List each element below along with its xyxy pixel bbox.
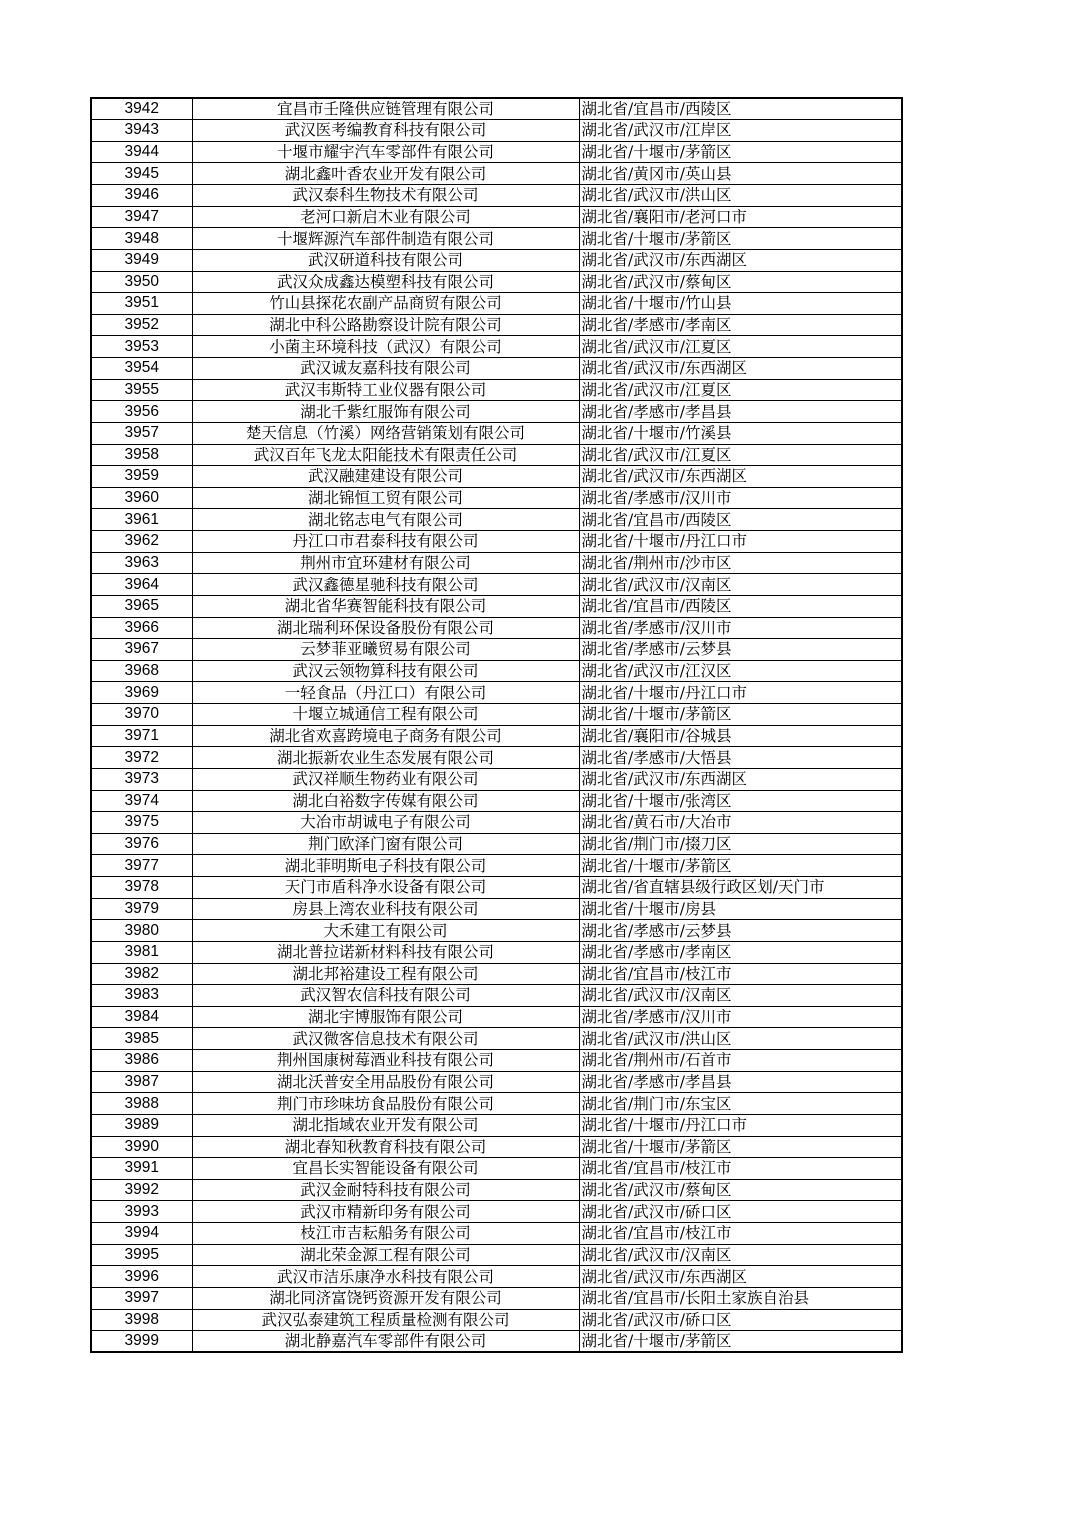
table-row [91,336,902,358]
company-name-cell: 湖北省华赛智能科技有限公司 [192,595,579,617]
row-number-cell: 3942 [91,98,192,120]
region-cell: 湖北省/十堰市/茅箭区 [579,228,902,250]
table-row [91,98,902,120]
row-number-cell: 3943 [91,120,192,142]
row-number-cell: 3985 [91,1028,192,1050]
row-number-cell: 3987 [91,1071,192,1093]
region-cell: 湖北省/武汉市/洪山区 [579,185,902,207]
table-row [91,595,902,617]
company-name-cell: 大冶市胡诚电子有限公司 [192,812,579,834]
region-cell: 湖北省/孝感市/汉川市 [579,617,902,639]
row-number-cell: 3948 [91,228,192,250]
company-name-cell: 湖北荣金源工程有限公司 [192,1244,579,1266]
region-cell: 湖北省/宜昌市/枝江市 [579,1158,902,1180]
region-cell: 湖北省/孝感市/孝昌县 [579,401,902,423]
region-cell: 湖北省/孝感市/云梦县 [579,639,902,661]
region-cell: 湖北省/孝感市/汉川市 [579,1006,902,1028]
company-name-cell: 十堰辉源汽车部件制造有限公司 [192,228,579,250]
table-row [91,249,902,271]
region-cell: 湖北省/十堰市/张湾区 [579,790,902,812]
company-name-cell: 武汉祥顺生物药业有限公司 [192,768,579,790]
table-row [91,422,902,444]
company-name-cell: 湖北普拉诺新材料科技有限公司 [192,941,579,963]
company-name-cell: 湖北鑫叶香农业开发有限公司 [192,163,579,185]
row-number-cell: 3984 [91,1006,192,1028]
company-name-cell: 湖北千紫红服饰有限公司 [192,401,579,423]
row-number-cell: 3966 [91,617,192,639]
table-row [91,682,902,704]
company-name-cell: 湖北锦恒工贸有限公司 [192,487,579,509]
region-cell: 湖北省/襄阳市/老河口市 [579,206,902,228]
region-cell: 湖北省/黄石市/大冶市 [579,812,902,834]
region-cell: 湖北省/省直辖县级行政区划/天门市 [579,877,902,899]
table-row [91,1114,902,1136]
row-number-cell: 3988 [91,1093,192,1115]
company-name-cell: 湖北振新农业生态发展有限公司 [192,747,579,769]
company-name-cell: 荆州市宜环建材有限公司 [192,552,579,574]
company-name-cell: 丹江口市君泰科技有限公司 [192,531,579,553]
region-cell: 湖北省/武汉市/硚口区 [579,1201,902,1223]
row-number-cell: 3958 [91,444,192,466]
table-body [91,98,902,1352]
row-number-cell: 3989 [91,1114,192,1136]
table-row [91,920,902,942]
table-row [91,379,902,401]
row-number-cell: 3961 [91,509,192,531]
region-cell: 湖北省/孝感市/云梦县 [579,920,902,942]
region-cell: 湖北省/武汉市/汉南区 [579,985,902,1007]
row-number-cell: 3972 [91,747,192,769]
company-name-cell: 房县上湾农业科技有限公司 [192,898,579,920]
region-cell: 湖北省/武汉市/东西湖区 [579,358,902,380]
table-row [91,1093,902,1115]
region-cell: 湖北省/武汉市/东西湖区 [579,768,902,790]
table-row [91,487,902,509]
company-name-cell: 武汉融建建设有限公司 [192,466,579,488]
row-number-cell: 3945 [91,163,192,185]
company-name-cell: 竹山县探花农副产品商贸有限公司 [192,293,579,315]
table-row [91,963,902,985]
company-name-cell: 荆州国康树莓酒业科技有限公司 [192,1050,579,1072]
company-name-cell: 一轻食品（丹江口）有限公司 [192,682,579,704]
row-number-cell: 3946 [91,185,192,207]
company-name-cell: 荆门欧泽门窗有限公司 [192,833,579,855]
region-cell: 湖北省/十堰市/竹山县 [579,293,902,315]
table-row [91,293,902,315]
company-name-cell: 枝江市吉耘船务有限公司 [192,1223,579,1245]
region-cell: 湖北省/十堰市/竹溪县 [579,422,902,444]
table-row [91,985,902,1007]
row-number-cell: 3994 [91,1223,192,1245]
row-number-cell: 3954 [91,358,192,380]
table-row [91,509,902,531]
row-number-cell: 3965 [91,595,192,617]
company-name-cell: 武汉百年飞龙太阳能技术有限责任公司 [192,444,579,466]
company-name-cell: 天门市盾科净水设备有限公司 [192,877,579,899]
company-name-cell: 武汉众成鑫达模塑科技有限公司 [192,271,579,293]
row-number-cell: 3983 [91,985,192,1007]
region-cell: 湖北省/十堰市/茅箭区 [579,141,902,163]
region-cell: 湖北省/孝感市/汉川市 [579,487,902,509]
region-cell: 湖北省/武汉市/江夏区 [579,444,902,466]
table-row [91,941,902,963]
company-name-cell: 大禾建工有限公司 [192,920,579,942]
row-number-cell: 3956 [91,401,192,423]
region-cell: 湖北省/武汉市/江夏区 [579,336,902,358]
region-cell: 湖北省/武汉市/汉南区 [579,1244,902,1266]
table-row [91,833,902,855]
row-number-cell: 3968 [91,660,192,682]
region-cell: 湖北省/宜昌市/西陵区 [579,595,902,617]
table-row [91,1006,902,1028]
company-name-cell: 湖北静嘉汽车零部件有限公司 [192,1331,579,1353]
company-name-cell: 湖北中科公路勘察设计院有限公司 [192,314,579,336]
row-number-cell: 3951 [91,293,192,315]
region-cell: 湖北省/襄阳市/谷城县 [579,725,902,747]
region-cell: 湖北省/武汉市/硚口区 [579,1309,902,1331]
company-name-cell: 武汉鑫德星驰科技有限公司 [192,574,579,596]
table-row [91,1331,902,1353]
table-row [91,141,902,163]
region-cell: 湖北省/武汉市/江汉区 [579,660,902,682]
row-number-cell: 3979 [91,898,192,920]
table-row [91,747,902,769]
company-name-cell: 湖北同济富饶钙资源开发有限公司 [192,1287,579,1309]
table-row [91,552,902,574]
company-name-cell: 武汉弘泰建筑工程质量检测有限公司 [192,1309,579,1331]
row-number-cell: 3986 [91,1050,192,1072]
region-cell: 湖北省/十堰市/茅箭区 [579,855,902,877]
company-name-cell: 湖北菲明斯电子科技有限公司 [192,855,579,877]
table-row [91,206,902,228]
company-name-cell: 武汉微客信息技术有限公司 [192,1028,579,1050]
region-cell: 湖北省/武汉市/江岸区 [579,120,902,142]
table-row [91,1309,902,1331]
row-number-cell: 3967 [91,639,192,661]
company-name-cell: 武汉泰科生物技术有限公司 [192,185,579,207]
region-cell: 湖北省/武汉市/洪山区 [579,1028,902,1050]
table-row [91,1287,902,1309]
company-name-cell: 武汉研道科技有限公司 [192,249,579,271]
company-name-cell: 湖北铭志电气有限公司 [192,509,579,531]
company-name-cell: 湖北春知秋教育科技有限公司 [192,1136,579,1158]
row-number-cell: 3962 [91,531,192,553]
table-row [91,185,902,207]
row-number-cell: 3976 [91,833,192,855]
company-name-cell: 武汉诚友嘉科技有限公司 [192,358,579,380]
region-cell: 湖北省/武汉市/江夏区 [579,379,902,401]
table-row [91,271,902,293]
row-number-cell: 3949 [91,249,192,271]
table-row [91,1028,902,1050]
region-cell: 湖北省/孝感市/孝南区 [579,941,902,963]
table-row [91,1050,902,1072]
row-number-cell: 3980 [91,920,192,942]
region-cell: 湖北省/孝感市/孝南区 [579,314,902,336]
region-cell: 湖北省/十堰市/茅箭区 [579,704,902,726]
region-cell: 湖北省/十堰市/丹江口市 [579,531,902,553]
table-row [91,617,902,639]
table-row [91,163,902,185]
company-name-cell: 湖北宇博服饰有限公司 [192,1006,579,1028]
table-row [91,660,902,682]
row-number-cell: 3982 [91,963,192,985]
region-cell: 湖北省/武汉市/东西湖区 [579,249,902,271]
row-number-cell: 3990 [91,1136,192,1158]
company-name-cell: 荆门市珍味坊食品股份有限公司 [192,1093,579,1115]
table-row [91,768,902,790]
row-number-cell: 3964 [91,574,192,596]
region-cell: 湖北省/宜昌市/西陵区 [579,509,902,531]
region-cell: 湖北省/荆州市/石首市 [579,1050,902,1072]
table-row [91,531,902,553]
region-cell: 湖北省/武汉市/东西湖区 [579,1266,902,1288]
company-name-cell: 湖北指域农业开发有限公司 [192,1114,579,1136]
company-list-table [90,97,903,1353]
company-name-cell: 湖北白裕数字传媒有限公司 [192,790,579,812]
table-row [91,704,902,726]
row-number-cell: 3993 [91,1201,192,1223]
region-cell: 湖北省/宜昌市/枝江市 [579,963,902,985]
table-row [91,1179,902,1201]
row-number-cell: 3953 [91,336,192,358]
region-cell: 湖北省/荆门市/掇刀区 [579,833,902,855]
row-number-cell: 3997 [91,1287,192,1309]
table-row [91,444,902,466]
region-cell: 湖北省/武汉市/蔡甸区 [579,271,902,293]
table-row [91,898,902,920]
region-cell: 湖北省/黄冈市/英山县 [579,163,902,185]
region-cell: 湖北省/武汉市/蔡甸区 [579,1179,902,1201]
row-number-cell: 3971 [91,725,192,747]
row-number-cell: 3996 [91,1266,192,1288]
row-number-cell: 3974 [91,790,192,812]
company-name-cell: 湖北邦裕建设工程有限公司 [192,963,579,985]
company-name-cell: 武汉市精新印务有限公司 [192,1201,579,1223]
table-row [91,1158,902,1180]
table-row [91,1266,902,1288]
region-cell: 湖北省/孝感市/大悟县 [579,747,902,769]
row-number-cell: 3992 [91,1179,192,1201]
region-cell: 湖北省/荆门市/东宝区 [579,1093,902,1115]
company-name-cell: 武汉市洁乐康净水科技有限公司 [192,1266,579,1288]
table-row [91,639,902,661]
row-number-cell: 3978 [91,877,192,899]
company-name-cell: 湖北省欢喜跨境电子商务有限公司 [192,725,579,747]
region-cell: 湖北省/十堰市/茅箭区 [579,1331,902,1353]
row-number-cell: 3970 [91,704,192,726]
table-row [91,725,902,747]
company-name-cell: 十堰立城通信工程有限公司 [192,704,579,726]
table-row [91,120,902,142]
table-row [91,401,902,423]
company-name-cell: 湖北瑞利环保设备股份有限公司 [192,617,579,639]
company-name-cell: 武汉云领物算科技有限公司 [192,660,579,682]
table-row [91,314,902,336]
company-name-cell: 云梦菲亚曦贸易有限公司 [192,639,579,661]
row-number-cell: 3959 [91,466,192,488]
region-cell: 湖北省/十堰市/房县 [579,898,902,920]
company-name-cell: 老河口新启木业有限公司 [192,206,579,228]
table-row [91,790,902,812]
table-row [91,1244,902,1266]
region-cell: 湖北省/武汉市/汉南区 [579,574,902,596]
region-cell: 湖北省/荆州市/沙市区 [579,552,902,574]
table-row [91,574,902,596]
row-number-cell: 3973 [91,768,192,790]
row-number-cell: 3960 [91,487,192,509]
company-name-cell: 十堰市耀宇汽车零部件有限公司 [192,141,579,163]
row-number-cell: 3957 [91,422,192,444]
region-cell: 湖北省/宜昌市/枝江市 [579,1223,902,1245]
row-number-cell: 3944 [91,141,192,163]
company-name-cell: 楚天信息（竹溪）网络营销策划有限公司 [192,422,579,444]
region-cell: 湖北省/孝感市/孝昌县 [579,1071,902,1093]
company-name-cell: 武汉韦斯特工业仪器有限公司 [192,379,579,401]
region-cell: 湖北省/十堰市/丹江口市 [579,1114,902,1136]
region-cell: 湖北省/十堰市/丹江口市 [579,682,902,704]
row-number-cell: 3975 [91,812,192,834]
region-cell: 湖北省/宜昌市/西陵区 [579,98,902,120]
region-cell: 湖北省/武汉市/东西湖区 [579,466,902,488]
company-name-cell: 武汉金耐特科技有限公司 [192,1179,579,1201]
table-row [91,1071,902,1093]
row-number-cell: 3963 [91,552,192,574]
company-name-cell: 宜昌市壬隆供应链管理有限公司 [192,98,579,120]
row-number-cell: 3991 [91,1158,192,1180]
table-row [91,1136,902,1158]
region-cell: 湖北省/十堰市/茅箭区 [579,1136,902,1158]
table-row [91,466,902,488]
company-name-cell: 武汉医考编教育科技有限公司 [192,120,579,142]
row-number-cell: 3981 [91,941,192,963]
table-row [91,1223,902,1245]
row-number-cell: 3947 [91,206,192,228]
company-name-cell: 湖北沃普安全用品股份有限公司 [192,1071,579,1093]
company-name-cell: 武汉智农信科技有限公司 [192,985,579,1007]
row-number-cell: 3999 [91,1331,192,1353]
row-number-cell: 3995 [91,1244,192,1266]
row-number-cell: 3955 [91,379,192,401]
table-row [91,1201,902,1223]
table-row [91,812,902,834]
region-cell: 湖北省/宜昌市/长阳土家族自治县 [579,1287,902,1309]
company-name-cell: 小菌主环境科技（武汉）有限公司 [192,336,579,358]
row-number-cell: 3969 [91,682,192,704]
row-number-cell: 3952 [91,314,192,336]
table-row [91,877,902,899]
company-name-cell: 宜昌长实智能设备有限公司 [192,1158,579,1180]
table-row [91,358,902,380]
row-number-cell: 3998 [91,1309,192,1331]
table-row [91,228,902,250]
row-number-cell: 3977 [91,855,192,877]
row-number-cell: 3950 [91,271,192,293]
table-row [91,855,902,877]
